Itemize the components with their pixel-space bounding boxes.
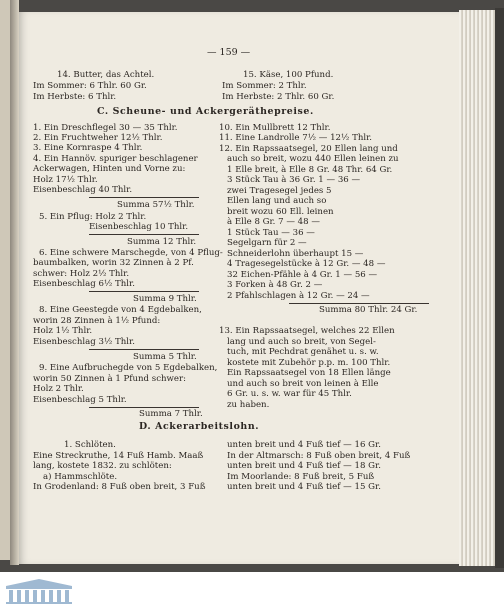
right-item: 6 Gr. u. s. w. war für 45 Thlr.: [227, 389, 352, 399]
left-sum: Summa 12 Thlr.: [127, 237, 197, 247]
section-d-left-line: lang, kostete 1832. zu schlöten:: [33, 461, 172, 471]
left-sum: Summa 7 Thlr.: [139, 409, 203, 419]
right-item: 32 Eichen-Pfähle à 4 Gr. 1 — 56 —: [227, 270, 378, 280]
kaese-title: 15. Käse, 100 Pfund.: [243, 70, 334, 80]
right-item: 4 Tragesegelstücke à 12 Gr. — 48 —: [227, 259, 386, 269]
left-item: 3. Eine Kornraspe 4 Thlr.: [33, 143, 143, 153]
cover-edge: [495, 8, 504, 568]
right-item: auch so breit, wozu 440 Ellen leinen zu: [227, 154, 399, 164]
sum-rule: [289, 303, 429, 304]
section-d-right-line: unten breit und 4 Fuß tief — 16 Gr.: [227, 440, 381, 450]
kaese-summer: Im Sommer: 2 Thlr.: [222, 81, 307, 91]
sum-rule: [89, 291, 199, 292]
right-sum: Summa 80 Thlr. 24 Gr.: [319, 305, 418, 315]
section-d-left-line: Eine Streckruthe, 14 Fuß Hamb. Maaß: [33, 451, 204, 461]
section-d-right-line: In der Altmarsch: 8 Fuß oben breit, 4 Fuß: [227, 451, 411, 461]
left-item: Eisenbeschlag 40 Thlr.: [33, 185, 133, 195]
left-page-edge: [0, 0, 10, 560]
sum-rule: [89, 407, 199, 408]
right-item: 3 Forken à 48 Gr. 2 —: [227, 280, 323, 290]
left-item: Eisenbeschlag 5 Thlr.: [33, 395, 127, 405]
left-item: 1. Ein Dreschflegel 30 — 35 Thlr.: [33, 123, 178, 133]
left-item: 6. Eine schwere Marschegde, von 4 Pflug-: [39, 248, 223, 258]
right-item: 2 Pfahlschlagen à 12 Gr. — 24 —: [227, 291, 370, 301]
section-d-right-line: Im Moorlande: 8 Fuß breit, 5 Fuß: [227, 472, 375, 482]
section-d-left-line: a) Hammschlöte.: [43, 472, 118, 482]
right-item: zwei Tragesegel jedes 5: [227, 186, 332, 196]
left-item: worin 28 Zinnen à 1½ Pfund:: [33, 316, 161, 326]
book-spine: [10, 0, 19, 565]
section-d-left-line: In Grodenland: 8 Fuß oben breit, 3 Fuß: [33, 482, 206, 492]
right-item: 12. Ein Rapssaatsegel, 20 Ellen lang und: [219, 144, 398, 154]
left-item: worin 50 Zinnen à 1 Pfund schwer:: [33, 374, 186, 384]
left-sum: Summa 5 Thlr.: [133, 352, 197, 362]
page-stack-edges: [459, 10, 495, 566]
sum-rule: [89, 197, 199, 198]
left-item: Holz 1½ Thlr.: [33, 326, 93, 336]
sum-rule: [89, 234, 199, 235]
left-item: 9. Eine Aufbruchegde von 5 Egdebalken,: [39, 363, 218, 373]
section-d-right-line: unten breit und 4 Fuß tief — 15 Gr.: [227, 482, 381, 492]
right-item: lang und auch so breit, von Segel-: [227, 337, 376, 347]
right-item: tuch, mit Pechdrat genähet u. s. w.: [227, 347, 379, 357]
right-item: Segelgarn für 2 —: [227, 238, 307, 248]
right-item: 13. Ein Rapssaatsegel, welches 22 Ellen: [219, 326, 395, 336]
left-item: schwer: Holz 2½ Thlr.: [33, 269, 130, 279]
left-sum: Summa 9 Thlr.: [133, 294, 197, 304]
section-d-right-line: unten breit und 4 Fuß tief — 18 Gr.: [227, 461, 381, 471]
right-item: und auch so breit von leinen à Elle: [227, 379, 379, 389]
left-sum: Summa 57½ Thlr.: [117, 200, 195, 210]
right-item: 1 Elle breit, à Elle 8 Gr. 48 Thr. 64 Gr.: [227, 165, 393, 175]
left-item: 2. Ein Fruchtweher 12½ Thlr.: [33, 133, 163, 143]
sum-rule: [89, 349, 199, 350]
left-item: Holz 2 Thlr.: [33, 384, 84, 394]
right-item: 1 Stück Tau — 36 —: [227, 228, 315, 238]
right-item: Ellen lang und auch so: [227, 196, 327, 206]
right-item: Ein Rapssaatsegel von 18 Ellen länge: [227, 368, 391, 378]
book-page: [19, 12, 459, 564]
left-item: baumbalken, worin 32 Zinnen à 2 Pf.: [33, 258, 194, 268]
section-c-heading: C. Scheune- und Ackergeräthepreise.: [97, 106, 314, 117]
butter-title: 14. Butter, das Achtel.: [57, 70, 155, 80]
right-item: à Elle 8 Gr. 7 — 48 —: [227, 217, 320, 227]
butter-autumn: Im Herbste: 6 Thlr.: [33, 92, 117, 102]
right-item: 3 Stück Tau à 36 Gr. 1 — 36 —: [227, 175, 361, 185]
left-item: Ackerwagen, Hinten und Vorne zu:: [33, 164, 186, 174]
left-item: 8. Eine Geestegde von 4 Egdebalken,: [39, 305, 202, 315]
left-item: Eisenbeschlag 10 Thlr.: [89, 222, 189, 232]
section-d-subheading: 1. Schlöten.: [64, 440, 116, 450]
library-building-icon: [4, 578, 74, 604]
page-number: — 159 —: [207, 47, 251, 58]
right-item: Schneiderlohn überhaupt 15 —: [227, 249, 364, 259]
kaese-autumn: Im Herbste: 2 Thlr. 60 Gr.: [222, 92, 335, 102]
section-d-heading: D. Ackerarbeitslohn.: [139, 421, 260, 432]
left-item: Eisenbeschlag 6½ Thlr.: [33, 279, 135, 289]
left-item: Holz 17½ Thlr.: [33, 175, 98, 185]
left-item: Eisenbeschlag 3½ Thlr.: [33, 337, 135, 347]
left-item: 5. Ein Pflug: Holz 2 Thlr.: [39, 212, 147, 222]
right-item: 10. Ein Mullbrett 12 Thlr.: [219, 123, 331, 133]
right-item: breit wozu 60 Ell. leinen: [227, 207, 334, 217]
right-item: 11. Eine Landrolle 7½ — 12½ Thlr.: [219, 133, 372, 143]
left-item: 4. Ein Hannöv. spuriger beschlagener: [33, 154, 198, 164]
butter-summer: Im Sommer: 6 Thlr. 60 Gr.: [33, 81, 147, 91]
right-item: zu haben.: [227, 400, 270, 410]
right-item: kostete mit Zubehör p.p. m. 100 Thlr.: [227, 358, 391, 368]
